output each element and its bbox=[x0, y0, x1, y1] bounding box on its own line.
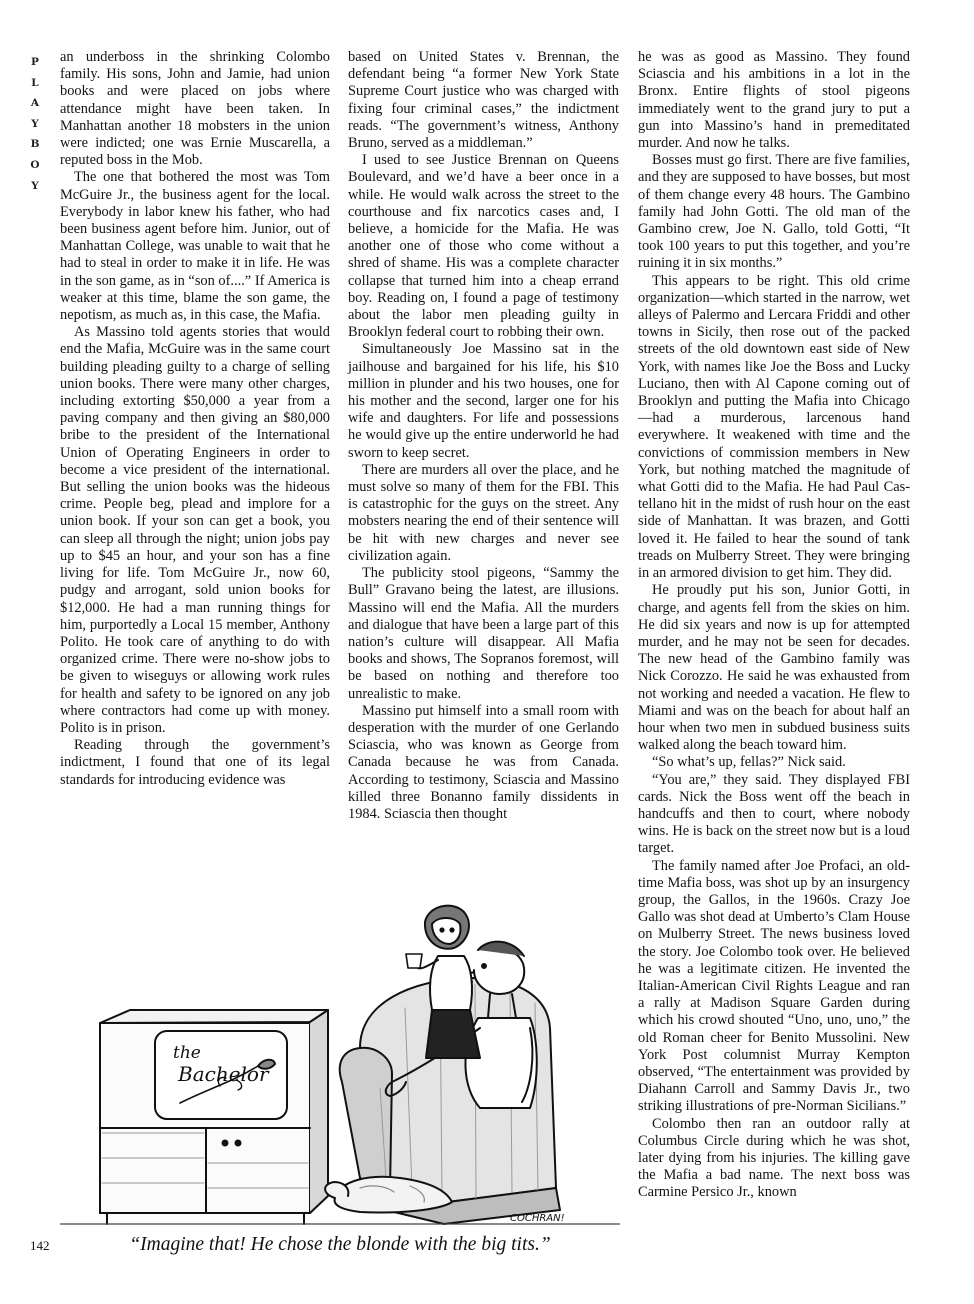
article-column-1 bbox=[60, 49, 330, 789]
tv-screen-word: Bachelor bbox=[178, 1062, 269, 1086]
running-head-letter: Y bbox=[31, 179, 39, 192]
running-head bbox=[26, 52, 44, 196]
tv-screen-word: the bbox=[173, 1043, 201, 1063]
paragraph: I used to see Justice Brennan on Queens Boulevard, and we’d have a beer once in a while. He would walk across the street to the courthouse and fix narcotics cases and, I believe, a homicide for the Mafia. He was another one of those who come without a shred of shame. His was a complete character collapse that turned him into a cheap errand boy. Reading on, I found a page of testimony about the labor men pleading guilty in Brooklyn federal court to robbing their own. bbox=[348, 152, 619, 341]
paragraph: “So what’s up, fellas?” Nick said. bbox=[652, 754, 846, 771]
running-head-letter: L bbox=[31, 76, 39, 89]
running-head-letter: B bbox=[30, 138, 40, 151]
paragraph: The family named after Joe Profaci, an old-time Mafia boss, was shot up by an insurgency group, the Gallos, in the 1960s. Crazy Joe Gallo was shot dead at Umberto’s Clam House on Mulberry Street. The news business loved the story. Joe Colombo took over. He believed he was a legitimate citizen. He invented the Italian-American Civil Rights League and ran a rally at Madison Square Garden during which his crowd shouted “Uno, uno, uno,” the old Roman cheer for Benito Mussolini. New York Post columnist Murray Kempton observed, “The entertainment was provided by Diahann Carroll and Sammy Davis Jr., two striking illustrations of pre-Norman Sicilians.” bbox=[638, 857, 910, 1115]
paragraph: The publicity stool pigeons, “Sammy the Bull” Gravano being the latest, are illusions. Massino will end the Mafia. All the murders and dialogue that have been a large part of this nation’s culture will disappear. All Mafia books and shows, The Sopranos foremost, will be based on nothing and therefore too unrealistic to make. bbox=[348, 565, 619, 702]
paragraph: The one that bothered the most was Tom McGuire Jr., the business agent for the local. Everybody in labor knew his father, who had been business agent before him. Junior, out of Manhattan College, was unable to wait that he had to steal in order to make it in life. He was in the son game, as in “son of....” If America is weaker at this time, blame the son game, the nepotism, as much as, in this case, the Mafia. bbox=[60, 169, 330, 324]
article-column-3 bbox=[638, 49, 910, 1202]
running-head-letter: O bbox=[30, 158, 40, 171]
paragraph: This appears to be right. This old crime organization—which started in the narrow, wet alleys of Palermo and Lercara Friddi and other towns in Sicily, then rose out of the packed streets of the old downtown east side of New York, with names like Joe the Boss and Lucky Luciano, then with Al Capone coming out of Brooklyn and putting the Mafia into Chicago—had a murderous, larcenous hand everywhere. It weakened with time and the convictions of commission members in New York, but nothing matched the magnitude of what Gotti did to the Mafia. He had Paul Castellano hit in the midst of rush hour on the east side of Manhattan. It was brazen, and Gotti loved it. He failed to hear the sound of tank treads on Mulberry Street. They were bringing in an armored division to get him. They did. bbox=[638, 272, 910, 582]
paragraph: he was as good as Massino. They found Sciascia and his ambitions in a lot in the Bronx. Entire flights of stool pigeons immediately went to the grand jury to put a gun into Massino’s hand in premeditated murder. And now he talks. bbox=[638, 49, 910, 152]
paragraph: Bosses must go first. There are five families, and they are supposed to have bosses, but most of them change every 48 hours. The Gambino family had John Gotti. The old man of the Gambino crew, Joe N. Gallo, told Gotti, “It took 100 years to put this together, and you’re ruining it in six months.” bbox=[638, 152, 910, 272]
paragraph: “You are,” they said. They displayed FBI cards. Nick the Boss went off the beach in handcuffs and then to court, where nobody wins. He is back on the street now but is a loud target. bbox=[638, 771, 910, 857]
paragraph: Reading through the government’s indictment, I found that one of its legal standards for introducing evidence was bbox=[60, 737, 330, 788]
paragraph: Simultaneously Joe Massino sat in the jailhouse and bargained for his life, his $10 million in plunder and his two houses, one for his mother and the second, larger one for his wife and daughters. For life and possessions he would give up the entire underworld he had sworn to keep secret. bbox=[348, 341, 619, 461]
running-head-letter: P bbox=[31, 56, 39, 68]
paragraph: Colombo then ran an outdoor rally at Columbus Circle during which he was shot, later dying from his injuries. The killing gave the Mafia a bad name. The next boss was Carmine Persico Jr., known bbox=[638, 1115, 910, 1201]
artist-signature: COCHRAN! bbox=[510, 1213, 565, 1224]
cartoon-caption: “Imagine that! He chose the blonde with the big tits.” bbox=[129, 1234, 551, 1255]
paragraph: based on United States v. Brennan, the defendant being “a former New York State Supreme Court justice who was charged with fixing four criminal cases,” the indictment reads. “The government’s witness, Anthony Bruno, served as a middleman.” bbox=[348, 49, 619, 152]
page-number: 142 bbox=[30, 1238, 50, 1253]
article-column-2 bbox=[348, 49, 619, 823]
running-head-letter: A bbox=[30, 97, 40, 110]
paragraph: There are murders all over the place, and he must solve so many of them for the FBI. This is catastrophic for the guys on the street. Any mobsters nearing the end of their sentence will be hit with new charges and never see civilization again. bbox=[348, 461, 619, 564]
cartoon-illustration bbox=[60, 898, 620, 1228]
paragraph: He proudly put his son, Junior Gotti, in charge, and agents fell from the skies on him. He did six years and now is up for attempted murder, and he may not be seen for decades. The new head of the Gambino family was Nick Corozzo. He said he was exhausted from not working and needed a vacation. He flew to Miami and was on the beach for about half an hour when two men in subdued business suits walked along the beach toward him. bbox=[638, 582, 910, 754]
paragraph: As Massino told agents stories that would end the Mafia, McGuire was in the same court building pleading guilty to a charge of selling union books. There were many other charges, including extorting $50,000 a year from a paving company and then giving an $80,000 bribe to the president of the International Union of Operating Engineers in order to become a vice president of the international. But selling the union books was the hideous crime. People beg, plead and implore for a union book. If your son can get a book, you can sleep all through the night; union jobs pay up to $45 an hour, and your son has a fine living for life. Tom McGuire Jr., now 60, pudgy and arrogant, sold union books for $12,000. He had a man running things for him, purportedly a Local 15 member, Anthony Polito. He took care of anything to do with organized crime. There were no-show jobs to be given to wiseguys or allowing work rules for health and safety to be ignored on any job where contractors had come up with money. Polito is in prison. bbox=[60, 324, 330, 736]
paragraph: Massino put himself into a small room with desperation with the murder of one Gerlando Sciascia, who was known as George from Canada because he was from Canada. According to testimony, Sciascia and Massino killed three Bonanno family dissidents in 1984. Sciascia then thought bbox=[348, 702, 619, 822]
running-head-letter: Y bbox=[31, 117, 39, 130]
paragraph: an underboss in the shrinking Colombo family. His sons, John and Jamie, had union books and were placed on jobs where attendance might have been taken. In Manhattan another 18 mobsters in the union were indicted; one was Ernie Muscarella, a reputed boss in the Mob. bbox=[60, 49, 330, 169]
